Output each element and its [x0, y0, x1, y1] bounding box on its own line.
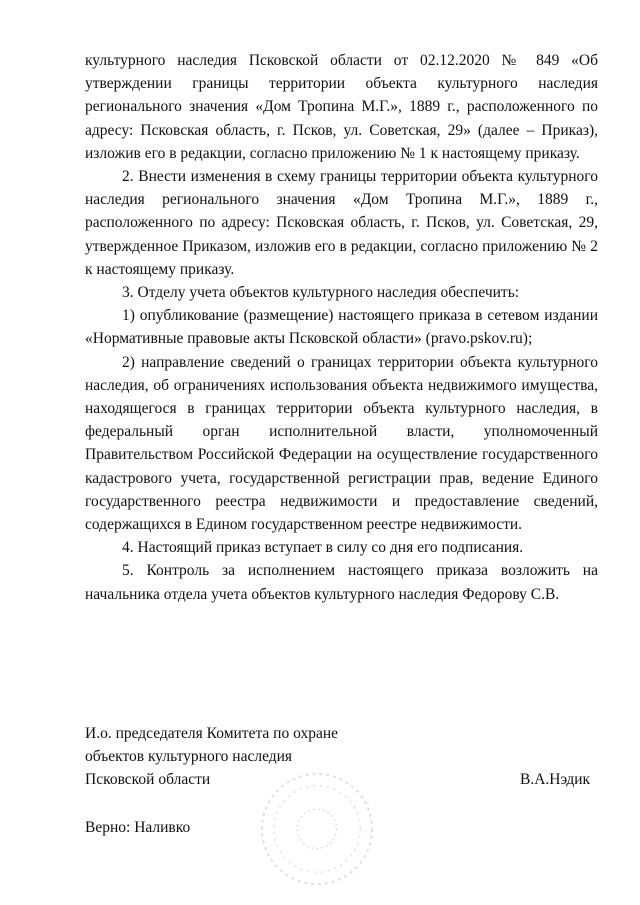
paragraph-item-3: 3. Отделу учета объектов культурного наследия обеспечить:: [122, 284, 520, 302]
seal-stamp: [258, 770, 376, 888]
verno-certification: Верно: Наливко: [85, 819, 191, 836]
paragraph-subitem-2: 2) направление сведений о границах территории объекта культурного наследия, об ограничениях использования объекта недвижимого имущества, находящегося в границах территории объекта культурного наследия, в федеральный орган исполнительной власти, уполномоченный Правительством Российской Федерации на осуществление государственного кадастрового учета, государственной регистрации прав, ведение Единого государственного реестра недвижимости и предоставление сведений, содержащихся в Едином государственном реестре недвижимости.: [85, 353, 598, 534]
document-body: [85, 49, 598, 606]
paragraph-continuation: культурного наследия Псковской области от 02.12.2020 № 849 «Об утверждении границы территории объекта культурного наследия регионального значения «Дом Тропина М.Г.», 1889 г., расположенного по адресу: Псковская область, г. Псков, ул. Советская, 29» (далее – Приказ), изложив его в редакции, согласно приложению № 1 к настоящему приказу.: [85, 52, 598, 162]
signature-line-2: объектов культурного наследия: [85, 748, 293, 765]
signature-line-1: И.о. председателя Комитета по охране: [85, 725, 339, 742]
signature-line-3: Псковской области: [85, 771, 211, 788]
signatory-name: В.А.Нэдик: [520, 771, 591, 788]
paragraph-item-5: 5. Контроль за исполнением настоящего приказа возложить на начальника отдела учета объектов культурного наследия Федорову С.В.: [85, 562, 598, 603]
paragraph-item-2: 2. Внести изменения в схему границы территории объекта культурного наследия регионального значения «Дом Тропина М.Г.», 1889 г., расположенного по адресу: Псковская область, г. Псков, ул. Советская, 29, утвержденное Приказом, изложив его в редакции, согласно приложению № 2 к настоящему приказу.: [85, 168, 598, 278]
paragraph-item-4: 4. Настоящий приказ вступает в силу со дня его подписания.: [122, 539, 524, 557]
paragraph-subitem-1: 1) опубликование (размещение) настоящего приказа в сетевом издании «Нормативные правовые акты Псковской области» (pravo.pskov.ru);: [85, 307, 598, 348]
